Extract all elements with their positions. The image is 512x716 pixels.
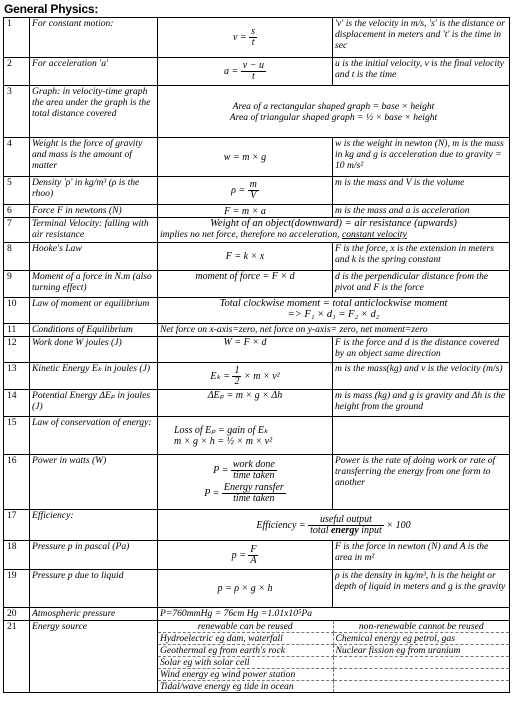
formula-line: Loss of Eₚ = gain of Eₖ: [174, 424, 269, 436]
formula-pressure: [158, 541, 333, 570]
table-row: [4, 298, 510, 324]
table-row: [4, 570, 510, 608]
wide-line: implies no net force, therefore no acceleration,: [160, 229, 340, 240]
row-note: m is the mass and V is the volume: [333, 177, 510, 205]
row-description: Potential Energy ΔEₚ in joules (J): [30, 390, 158, 417]
conservation-formulas: [158, 417, 333, 455]
row-formula: ΔEₚ = m × g × Δh: [158, 390, 333, 417]
formula-velocity: v = $\frac{s}{t}$: [158, 18, 333, 58]
row-description: Energy source: [30, 621, 158, 693]
table-row: [4, 218, 510, 243]
fraction-numerator: work done: [232, 459, 275, 470]
renewable-item: Solar eg with solar cell: [158, 657, 334, 669]
row-formula: F = m × a: [158, 205, 333, 218]
row-number: 4: [4, 138, 30, 177]
row-note: F is the force in newton (N) and A is the area in m²: [333, 541, 510, 570]
row-number: 7: [4, 218, 30, 243]
row-description: Pressure p due to liquid: [30, 570, 158, 608]
formula-prefix: Efficiency =: [256, 519, 309, 531]
row-number: 5: [4, 177, 30, 205]
nonrenewable-header: non-renewable cannot be reused: [334, 621, 510, 633]
formula-suffix: × 100: [383, 519, 411, 531]
wide-line: Area of triangular shaped graph = ½ × base × height: [229, 111, 438, 123]
formula-density: [158, 177, 333, 205]
renewable-item: Geothermal eg from earth's rock: [158, 645, 334, 657]
nonrenewable-item: [334, 681, 510, 692]
table-row: [4, 621, 510, 693]
row-description: Moment of a force in N.m (also turning effect): [30, 271, 158, 298]
nonrenewable-item: Nuclear fission eg from uranium: [334, 645, 510, 657]
row-note: w is the weight in newton (N), m is the mass in kg and g is acceleration due to gravity = 10 m/s²: [333, 138, 510, 177]
table-row: [4, 324, 510, 337]
table-row: [4, 177, 510, 205]
fraction-denominator: t: [251, 37, 255, 48]
formula-prefix: p =: [231, 549, 249, 561]
renewable-item: Wind energy eg wind power station: [158, 669, 334, 681]
table-row: [4, 455, 510, 510]
table-row: [4, 390, 510, 417]
row-description: For constant motion:: [30, 18, 158, 58]
row-description: Conditions of Equilibrium: [30, 324, 158, 337]
renewable-item: Hydroelectric eg dam, waterfall: [158, 633, 334, 645]
wide-line: Weight of an object(downward) = air resistance (upwards): [210, 218, 457, 229]
table-row: [4, 205, 510, 218]
row-note: ρ is the density in kg/m³, h is the height or depth of liquid in meters and g is the gravity: [333, 570, 510, 608]
row-description: For acceleration 'a': [30, 58, 158, 86]
row-number: 20: [4, 608, 30, 621]
row-number: 13: [4, 363, 30, 390]
fraction-denominator: V: [250, 190, 257, 201]
row-formula: moment of force = F × d: [158, 271, 333, 298]
energy-source-grid: [158, 621, 510, 693]
row-description: Terminal Velocity: falling with air resistance: [30, 218, 158, 243]
row-number: 10: [4, 298, 30, 324]
underlined-term: constant velocity: [341, 229, 407, 240]
wide-line: Total clockwise moment = total anticlockwise moment: [219, 298, 448, 309]
table-row: [4, 363, 510, 390]
row-note: u is the initial velocity, v is the final velocity and t is the time: [333, 58, 510, 86]
wide-line: Net force on x-axis=zero, net force on y-axis= zero, net moment=zero: [158, 324, 510, 337]
row-note: F is the force and d is the distance covered by an object same direction: [333, 337, 510, 363]
fraction-numerator: v − u: [242, 60, 264, 71]
formula-line: m × g × h = ½ × m × v²: [174, 435, 273, 447]
fraction-numerator: Energy ransfer: [223, 482, 284, 493]
row-description: Density 'ρ' in kg/m³ (ρ is the rhoo): [30, 177, 158, 205]
row-number: 6: [4, 205, 30, 218]
table-row: [4, 58, 510, 86]
fraction-denominator: A: [250, 554, 257, 566]
row-number: 21: [4, 621, 30, 693]
formula-prefix: Eₖ =: [210, 370, 233, 382]
row-number: 12: [4, 337, 30, 363]
fraction-numerator: m: [249, 179, 257, 190]
row-formula: w = m × g: [158, 138, 333, 177]
row-note: [333, 417, 510, 455]
row-description: Law of conservation of energy:: [30, 417, 158, 455]
nonrenewable-item: [334, 657, 510, 669]
row-number: 2: [4, 58, 30, 86]
table-row: [4, 541, 510, 570]
row-formula: p = ρ × g × h: [158, 570, 333, 608]
nonrenewable-item: [334, 669, 510, 681]
row-description: Work done W joules (J): [30, 337, 158, 363]
formula-efficiency: [158, 510, 510, 541]
row-number: 3: [4, 86, 30, 138]
row-note: m is the mass(kg) and v is the velocity (m/s): [333, 363, 510, 390]
fraction-denominator: t: [251, 71, 255, 82]
fraction-denominator-end: input: [361, 524, 382, 536]
renewable-item: Tidal/wave energy eg tide in ocean: [158, 681, 334, 692]
physics-formula-table: [3, 17, 510, 693]
row-description: Pressure p in pascal (Pa): [30, 541, 158, 570]
wide-line: => F₁ × d₁ = F₂ × d₂: [287, 309, 380, 320]
formula-prefix: a =: [224, 65, 241, 77]
fraction-denominator: time taken: [233, 493, 275, 504]
table-row: [4, 337, 510, 363]
terminal-velocity-text: [158, 218, 510, 243]
wide-line: P=760mmHg = 76cm Hg =1.01x10⁵Pa: [158, 608, 510, 621]
formula-kinetic-energy: [158, 363, 333, 390]
wide-line: Area of a rectangular shaped graph = base × height: [232, 100, 435, 112]
row-formula: F = k × x: [158, 243, 333, 271]
fraction-denominator: time taken: [233, 470, 275, 481]
row-formula: W = F × d: [158, 337, 333, 363]
fraction-numerator: F: [250, 543, 257, 555]
row-number: 9: [4, 271, 30, 298]
fraction-numerator: s: [251, 26, 256, 37]
row-number: 18: [4, 541, 30, 570]
table-row: [4, 86, 510, 138]
page-title: General Physics:: [4, 2, 99, 16]
row-note: Power is the rate of doing work or rate of transferring the energy from one form to another: [333, 455, 510, 510]
formula-suffix: × m × v²: [241, 370, 280, 382]
row-description: Force F in newtons (N): [30, 205, 158, 218]
table-row: [4, 138, 510, 177]
row-description: Graph: in velocity-time graph the area under the graph is the total distance covered: [30, 86, 158, 138]
table-row: [4, 510, 510, 541]
equilibrium-text: [158, 298, 510, 324]
formula-acceleration: [158, 58, 333, 86]
fraction-denominator: 2: [234, 375, 240, 387]
row-description: Atmospheric pressure: [30, 608, 158, 621]
fraction-numerator: useful output: [308, 515, 384, 526]
row-description: Hooke's Law: [30, 243, 158, 271]
formula-power: P = $\frac{\text{work done}}{\text{time taken}}$ P = $\frac{\text{Energy ransfer}}{\text{time taken}}$: [158, 455, 333, 510]
nonrenewable-item: Chemical energy eg petrol, gas: [334, 633, 510, 645]
row-note: m is the mass and a is acceleration: [333, 205, 510, 218]
row-number: 15: [4, 417, 30, 455]
row-note: F is the force, x is the extension in meters and k is the spring constant: [333, 243, 510, 271]
fraction-numerator: 1: [234, 364, 240, 376]
table-row: [4, 271, 510, 298]
row-description: Efficiency:: [30, 510, 158, 541]
row-description: Power in watts (W): [30, 455, 158, 510]
table-row: [4, 608, 510, 621]
row-number: 19: [4, 570, 30, 608]
table-row: [4, 18, 510, 58]
row-number: 8: [4, 243, 30, 271]
bold-term: energy: [330, 524, 359, 536]
row-number: 14: [4, 390, 30, 417]
formula-prefix: ρ =: [231, 184, 248, 196]
row-number: 17: [4, 510, 30, 541]
table-row: [4, 417, 510, 455]
fraction-denominator: total: [310, 524, 329, 536]
row-description: Law of moment or equilibrium: [30, 298, 158, 324]
row-note: m is mass (kg) and g is gravity and Δh is the height from the ground: [333, 390, 510, 417]
table-row: [4, 243, 510, 271]
row-number: 11: [4, 324, 30, 337]
row-note: 'v' is the velocity in m/s, 's' is the distance or displacement in meters and 't' is the time in sec: [333, 18, 510, 58]
row-number: 16: [4, 455, 30, 510]
renewable-header: renewable can be reused: [158, 621, 334, 633]
row-note: d is the perpendicular distance from the pivot and F is the force: [333, 271, 510, 298]
row-description: Weight is the force of gravity and mass is the amount of matter: [30, 138, 158, 177]
graph-area-formulas: [158, 86, 510, 138]
row-description: Kinetic Energy Eₖ in joules (J): [30, 363, 158, 390]
row-number: 1: [4, 18, 30, 58]
